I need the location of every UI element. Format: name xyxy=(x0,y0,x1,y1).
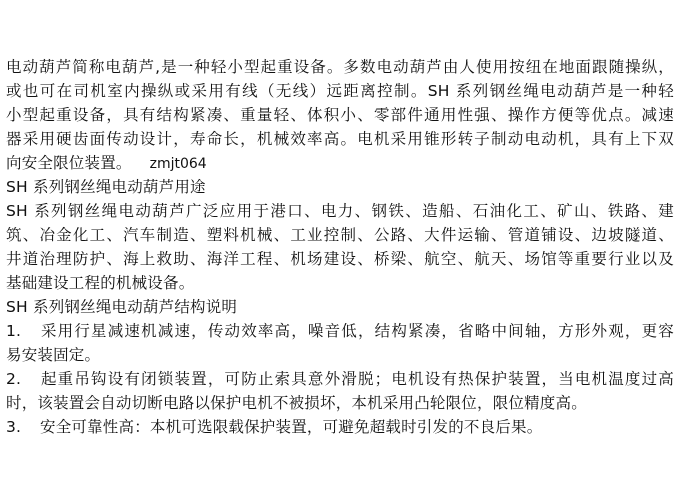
structure-heading: SH 系列钢丝绳电动葫芦结构说明 xyxy=(6,298,238,316)
item-number: 1. xyxy=(6,322,22,340)
intro-line-2: 或也可在司机室内操纵或采用有线（无线）远距离控制。SH 系列钢丝绳电动葫芦是一种轻 xyxy=(6,82,674,100)
intro-line-5 xyxy=(6,151,674,175)
intro-line-5-text: 向安全限位装置。 xyxy=(6,154,132,172)
item-text: 起重吊钩设有闭锁装置，可防止索具意外滑脱；电机设有热保护装置，当电机温度过高 xyxy=(40,370,674,388)
item-text: 安全可靠性高：本机可选限载保护装置，可避免超载时引发的不良后果。 xyxy=(40,418,543,436)
item-number: 3. xyxy=(6,418,22,436)
structure-item-3-line-1 xyxy=(6,415,674,439)
uses-line-4: 基础建设工程的机械设备。 xyxy=(6,274,195,292)
document-body xyxy=(6,55,674,439)
intro-line-3: 小型起重设备，具有结构紧凑、重量轻、体积小、零部件通用性强、操作方便等优点。减速 xyxy=(6,106,674,124)
structure-item-1 xyxy=(6,319,674,367)
structure-list xyxy=(6,319,674,439)
structure-item-2-line-2: 时，该装置会自动切断电路以保护电机不被损坏，本机采用凸轮限位，限位精度高。 xyxy=(6,394,587,412)
structure-item-3 xyxy=(6,415,674,439)
uses-line-2: 筑、冶金化工、汽车制造、塑料机械、工业控制、公路、大件运输、管道铺设、边坡隧道、 xyxy=(6,226,674,244)
intro-line-4: 器采用硬齿面传动设计，寿命长，机械效率高。电机采用锥形转子制动电动机，具有上下双 xyxy=(6,130,674,148)
intro-paragraph xyxy=(6,55,674,175)
item-number: 2. xyxy=(6,370,22,388)
item-text: 采用行星减速机减速，传动效率高，噪音低，结构紧凑，省略中间轴，方形外观，更容 xyxy=(40,322,674,340)
structure-item-1-line-2: 易安装固定。 xyxy=(6,346,101,364)
structure-item-1-line-1 xyxy=(6,319,674,343)
uses-heading: SH 系列钢丝绳电动葫芦用途 xyxy=(6,178,206,196)
uses-line-1: SH 系列钢丝绳电动葫芦广泛应用于港口、电力、钢铁、造船、石油化工、矿山、铁路、建 xyxy=(6,202,674,220)
structure-item-2 xyxy=(6,367,674,415)
intro-line-1: 电动葫芦简称电葫芦,是一种轻小型起重设备。多数电动葫芦由人使用按纽在地面跟随操纵， xyxy=(6,58,674,76)
structure-item-2-line-1 xyxy=(6,367,674,391)
uses-line-3: 井道治理防护、海上救助、海洋工程、机场建设、桥梁、航空、航天、场馆等重要行业以及 xyxy=(6,250,674,268)
watermark-code: zmjt064 xyxy=(149,156,207,172)
uses-paragraph xyxy=(6,199,674,295)
